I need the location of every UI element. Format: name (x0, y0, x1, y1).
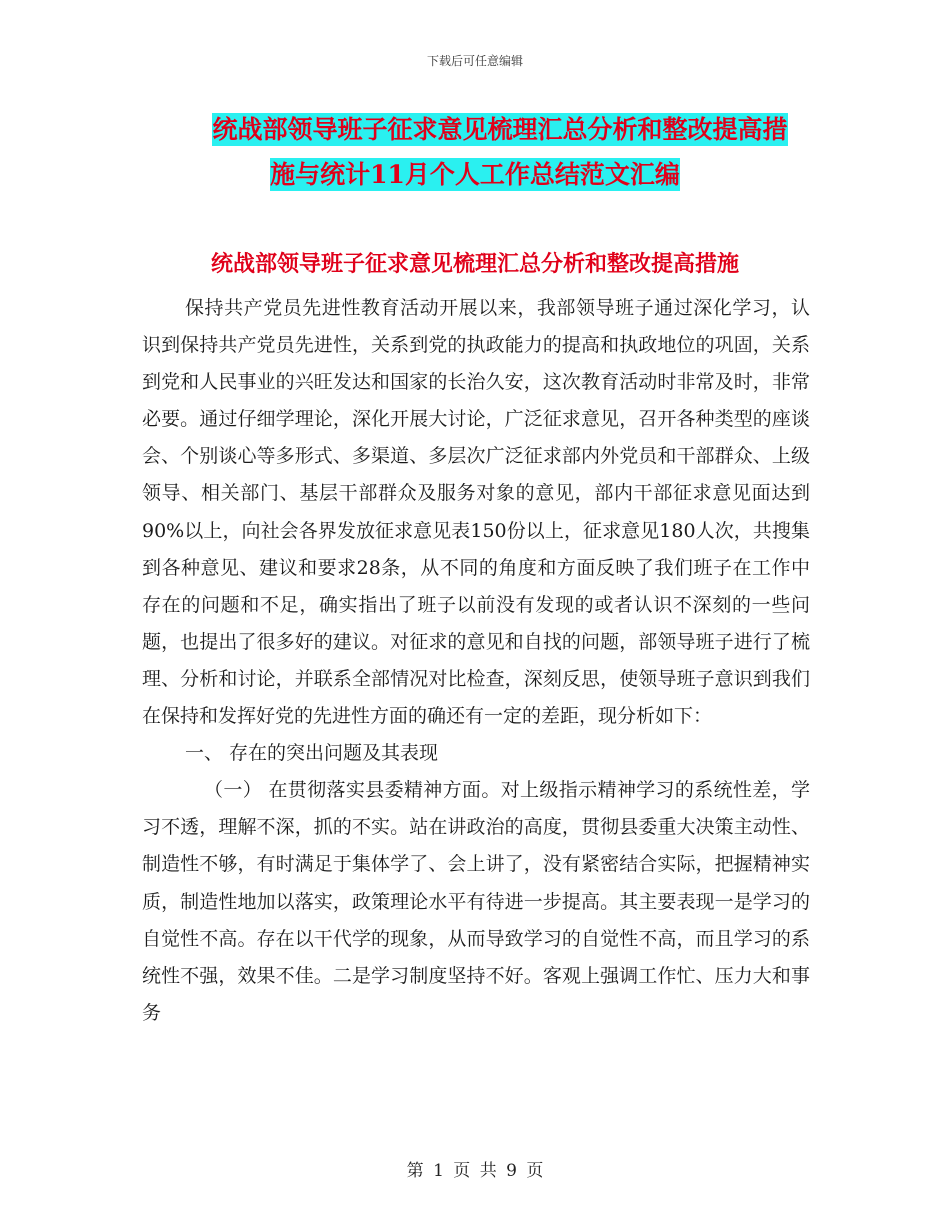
document-body (142, 290, 810, 1032)
section-heading: 统战部领导班子征求意见梳理汇总分析和整改提高措施 (210, 251, 739, 277)
title-line-1-text: 统战部领导班子征求意见梳理汇总分析和整改提高措 (212, 115, 788, 144)
subheading-1: 一、 存在的突出问题及其表现 (185, 742, 439, 765)
document-title-line-2 (0, 157, 950, 193)
item-1-paragraph: （一） 在贯彻落实县委精神方面。对上级指示精神学习的系统性差，学习不透，理解不深，抓的不实。站在讲政治的高度，贯彻县委重大决策主动性、制造性不够，有时满足于集体学了、会上讲了，没有紧密结合实际，把握精神实质，制造性地加以落实，政策理论水平有待进一步提高。其主要表现一是学习的自觉性不高。存在以干代学的现象，从而导致学习的自觉性不高，而且学习的系统性不强，效果不佳。二是学习制度坚持不好。客观上强调工作忙、压力大和事务 (142, 779, 810, 1024)
intro-paragraph: 保持共产党员先进性教育活动开展以来，我部领导班子通过深化学习，认识到保持共产党员先进性，关系到党的执政能力的提高和执政地位的巩固，关系到党和人民事业的兴旺发达和国家的长治久安，这次教育活动时非常及时，非常必要。通过仔细学理论，深化开展大讨论，广泛征求意见，召开各种类型的座谈会、个别谈心等多形式、多渠道、多层次广泛征求部内外党员和干部群众、上级领导、相关部门、基层干部群众及服务对象的意见，部内干部征求意见面达到90%以上，向社会各界发放征求意见表150份以上，征求意见180人次，共搜集到各种意见、建议和要求28条，从不同的角度和方面反映了我们班子在工作中存在的问题和不足，确实指出了班子以前没有发现的或者认识不深刻的一些问题，也提出了很多好的建议。对征求的意见和自找的问题，部领导班子进行了梳理、分析和讨论，并联系全部情况对比检查，深刻反思，使领导班子意识到我们在保持和发挥好党的先进性方面的确还有一定的差距，现分析如下： (142, 297, 810, 728)
title-line-2-text: 施与统计11月个人工作总结范文汇编 (270, 160, 680, 189)
header-note: 下载后可任意编辑 (426, 54, 523, 68)
page-footer: 第 1 页 共 9 页 (406, 1161, 544, 1181)
document-title-line-1 (0, 112, 950, 148)
